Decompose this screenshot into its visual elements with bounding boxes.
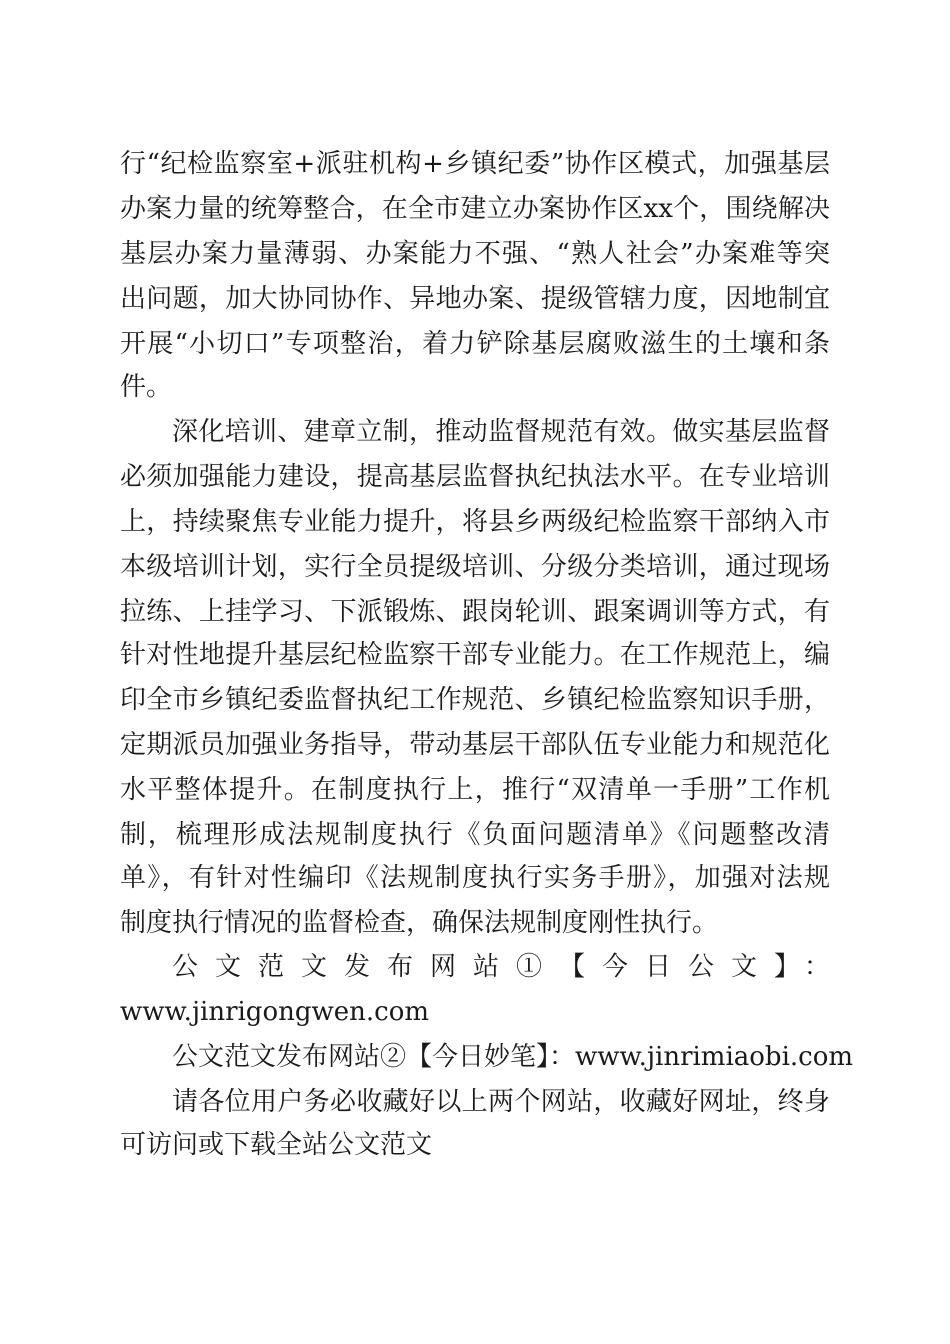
paragraph2-line-3: 上，持续聚焦专业能力提升，将县乡两级纪检监察干部纳入市 bbox=[120, 507, 830, 537]
paragraph2-line-8: 定期派员加强业务指导，带动基层干部队伍专业能力和规范化 bbox=[120, 730, 830, 760]
paragraph2-line-9: 水平整体提升。在制度执行上，推行“双清单一手册”工作机 bbox=[120, 775, 830, 805]
paragraph2-line-5: 拉练、上挂学习、下派锻炼、跟岗轮训、跟案调训等方式，有 bbox=[120, 597, 830, 627]
notice-reminder-line-2: 可访问或下载全站公文范文 bbox=[120, 1130, 433, 1160]
notice-site2: 公文范文发布网站②【今日妙笔】：www.jinrimiaobi.com bbox=[172, 1042, 854, 1072]
paragraph2-line-7: 印全市乡镇纪委监督执纪工作规范、乡镇纪检监察知识手册， bbox=[120, 685, 830, 715]
paragraph1-line-6: 件。 bbox=[120, 372, 173, 402]
paragraph1-line-2: 办案力量的统筹整合，在全市建立办案协作区xx个，围绕解决 bbox=[120, 194, 830, 224]
notice-reminder-line-1: 请各位用户务必收藏好以上两个网站，收藏好网址，终身 bbox=[172, 1087, 830, 1117]
paragraph1-line-1: 行“纪检监察室+派驻机构+乡镇纪委”协作区模式，加强基层 bbox=[120, 149, 830, 179]
paragraph2-line-12: 制度执行情况的监督检查，确保法规制度刚性执行。 bbox=[120, 908, 719, 938]
paragraph1-line-4: 出问题，加大协同协作、异地办案、提级管辖力度，因地制宜 bbox=[120, 284, 830, 314]
notice-site1-url: www.jinrigongwen.com bbox=[120, 997, 430, 1027]
paragraph2-line-10: 制，梳理形成法规制度执行《负面问题清单》《问题整改清 bbox=[120, 820, 830, 850]
paragraph1-line-3: 基层办案力量薄弱、办案能力不强、“熟人社会”办案难等突 bbox=[120, 239, 830, 269]
paragraph2-line-6: 针对性地提升基层纪检监察干部专业能力。在工作规范上，编 bbox=[120, 640, 830, 670]
paragraph2-line-11: 单》，有针对性编印《法规制度执行实务手册》，加强对法规 bbox=[120, 863, 830, 893]
paragraph2-line-1: 深化培训、建章立制，推动监督规范有效。做实基层监督 bbox=[172, 417, 830, 447]
paragraph2-line-4: 本级培训计划，实行全员提级培训、分级分类培训，通过现场 bbox=[120, 552, 830, 582]
paragraph1-line-5: 开展“小切口”专项整治，着力铲除基层腐败滋生的土壤和条 bbox=[120, 329, 830, 359]
notice-site1-line-1: 公文范文发布网站①【今日公文】： bbox=[172, 952, 830, 982]
paragraph2-line-2: 必须加强能力建设，提高基层监督执纪执法水平。在专业培训 bbox=[120, 462, 830, 492]
